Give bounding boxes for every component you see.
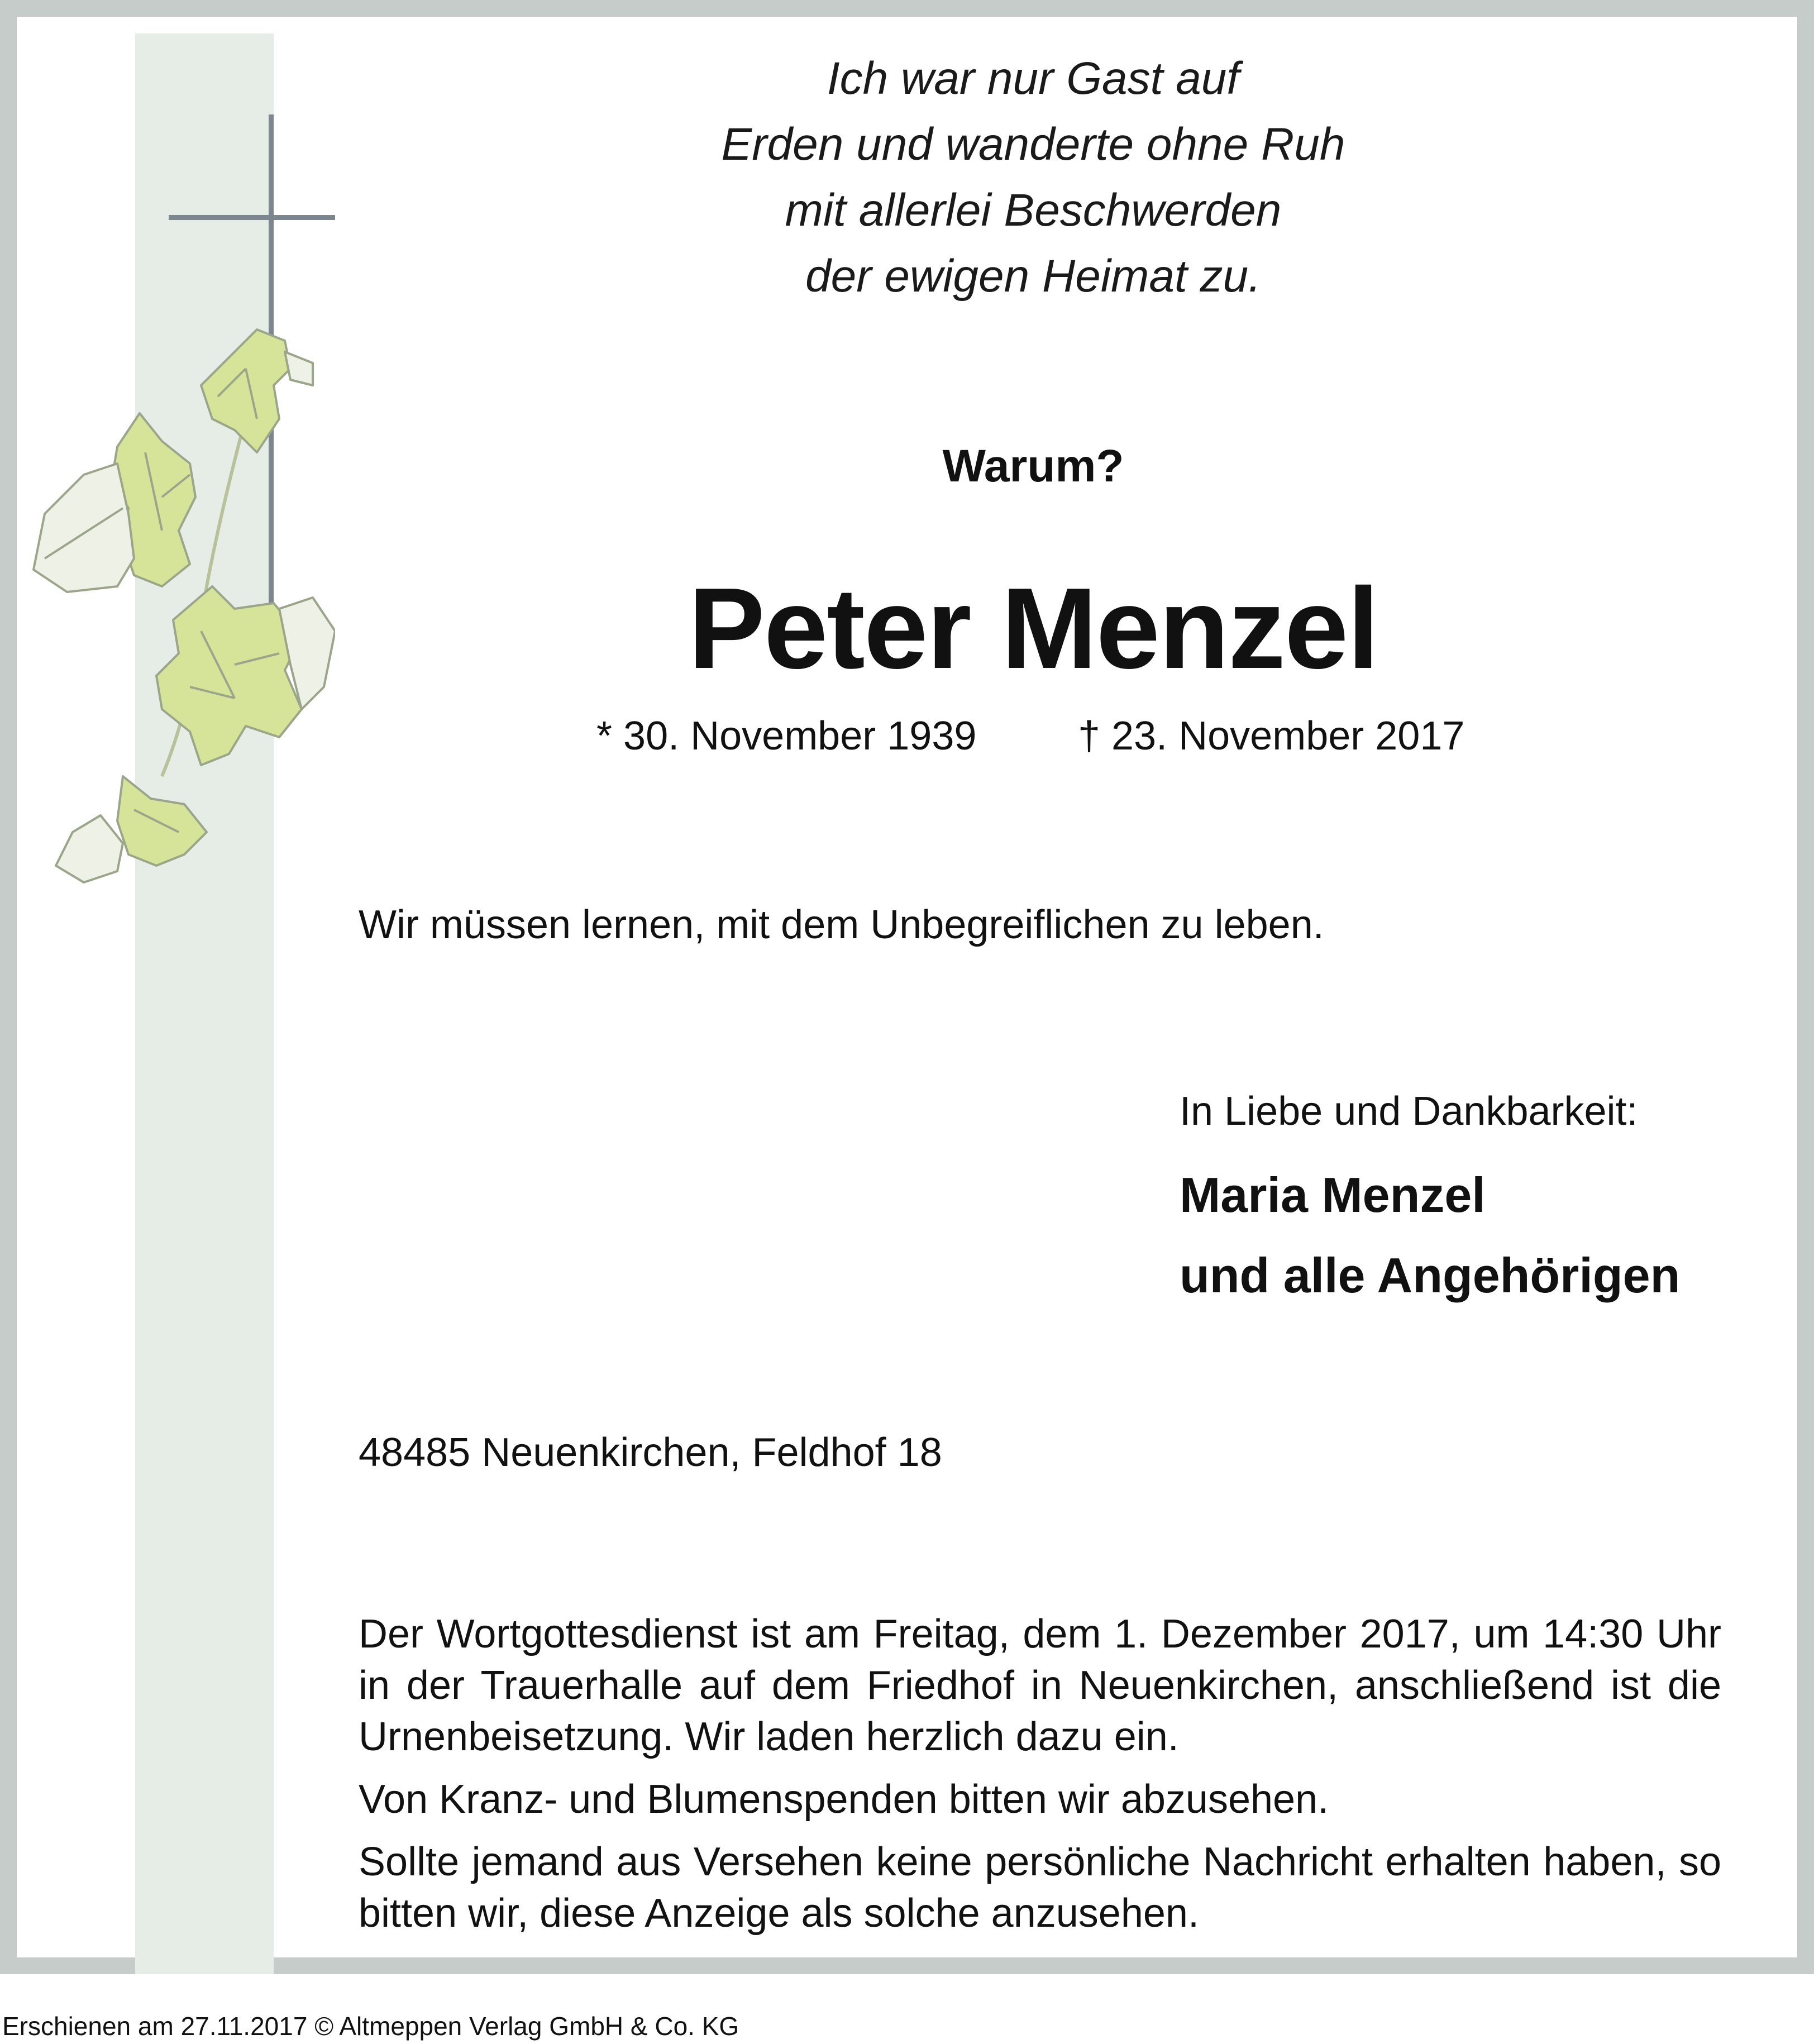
poem-line: der ewigen Heimat zu. bbox=[805, 251, 1261, 302]
mourning-sentence: Wir müssen lernen, mit dem Unbegreiflichen zu leben. bbox=[359, 902, 1324, 947]
deceased-name: Peter Menzel bbox=[688, 564, 1378, 693]
mourners-names bbox=[1180, 1155, 1783, 1316]
publication-note: Erschienen am 27.11.2017 © Altmeppen Verlag GmbH & Co. KG bbox=[2, 2012, 739, 2041]
poem-line: Ich war nur Gast auf bbox=[827, 53, 1240, 104]
flowers-paragraph: Von Kranz- und Blumenspenden bitten wir abzusehen. bbox=[359, 1777, 1329, 1822]
mourner-name: und alle Angehörigen bbox=[1180, 1248, 1681, 1303]
mourner-name: Maria Menzel bbox=[1180, 1167, 1486, 1222]
poem-line: Erden und wanderte ohne Ruh bbox=[721, 119, 1345, 170]
ivy-cross-ornament bbox=[22, 106, 335, 888]
notification-paragraph: Sollte jemand aus Versehen keine persönliche Nachricht erhalten haben, so bitten wir, diese Anzeige als solche anzusehen. bbox=[359, 1840, 1721, 1936]
mourners-block bbox=[1180, 1083, 1783, 1316]
service-information bbox=[359, 1608, 1721, 1939]
death-date: † 23. November 2017 bbox=[1078, 714, 1465, 758]
family-address: 48485 Neuenkirchen, Feldhof 18 bbox=[359, 1430, 942, 1475]
service-paragraph: Der Wortgottesdienst ist am Freitag, dem 1. Dezember 2017, um 14:30 Uhr in der Trauerhalle auf dem Friedhof in Neuenkirchen, anschließend ist die Urnenbeisetzung. Wir laden herzlich dazu ein. bbox=[359, 1612, 1721, 1759]
poem-line: mit allerlei Beschwerden bbox=[785, 185, 1282, 236]
question-heading: Warum? bbox=[942, 441, 1124, 491]
mourners-intro: In Liebe und Dankbarkeit: bbox=[1180, 1089, 1638, 1134]
birth-date: * 30. November 1939 bbox=[596, 714, 977, 758]
opening-poem bbox=[558, 46, 1508, 309]
ivy-decoration-icon bbox=[34, 329, 335, 882]
